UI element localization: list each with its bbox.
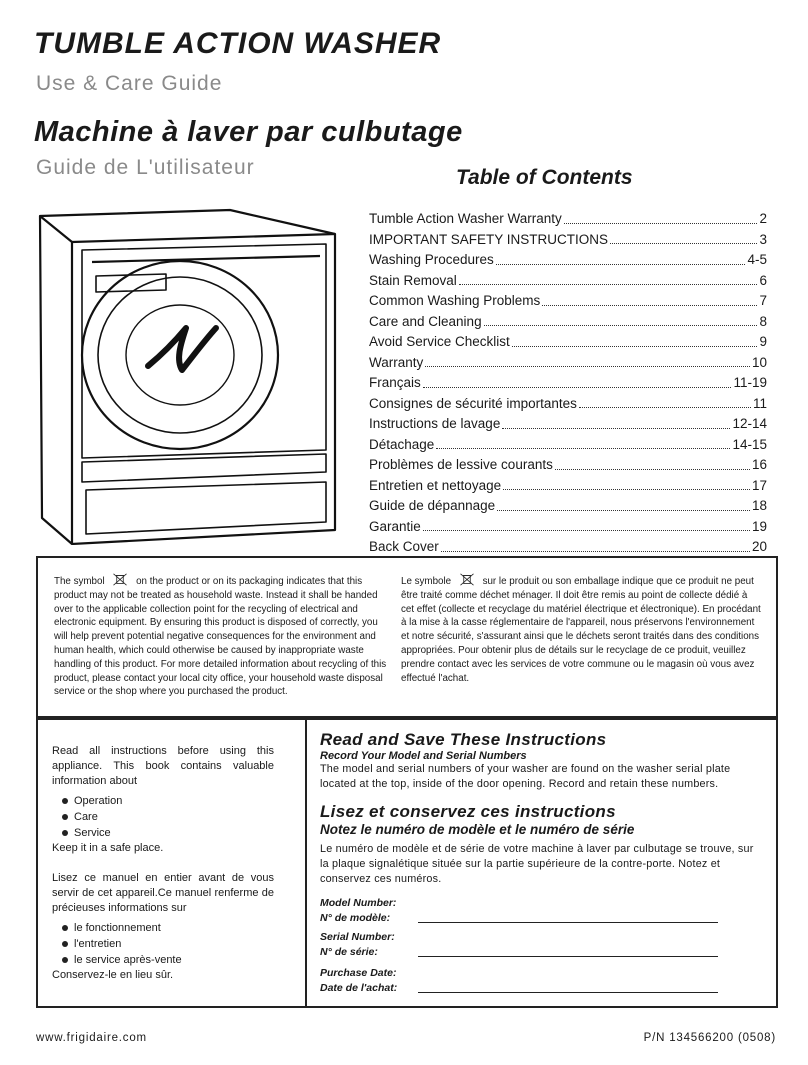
toc-item[interactable] [369, 332, 767, 353]
toc-item-page: 4-5 [747, 252, 767, 267]
serial-number-field[interactable] [418, 956, 718, 957]
title-en: TUMBLE ACTION WASHER [34, 27, 442, 60]
title-fr: Machine à laver par culbutage [34, 116, 463, 148]
purchase-date-field[interactable] [418, 992, 718, 993]
website-link[interactable]: www.frigidaire.com [36, 1032, 147, 1044]
record-text-en: The model and serial numbers of your washer are found on the washer serial plate located at the top, inside of the door opening. Record and retain these numbers. [320, 763, 731, 790]
toc-item-label: Problèmes de lessive courants [369, 457, 553, 472]
info-list-fr [52, 920, 274, 968]
list-item: Care [62, 809, 274, 825]
disposal-body-fr: sur le produit ou son emballage indique que ce produit ne peut être traité comme déchet ménager. Il doit être remis au point de collecte dédié à cet effet (collecte et recyclage du matériel électrique et électronique). En procédant à la mise à la casse réglementaire de l'appareil, nous préservons l'environnement et notre sécurité, s'assurant ainsi que le déchets seront traités dans des conditions appropriées. Pour obtenir plus de détails sur le recyclage de ce produit, veuillez prendre contact avec les services de votre commune ou le magasin où vous avez effectué l'achat. [401, 576, 761, 684]
toc-item-label: Français [369, 375, 421, 390]
toc-item-label: Washing Procedures [369, 252, 494, 267]
toc-item-page: 19 [751, 518, 767, 534]
field-label-fr: N° de modèle: [320, 912, 391, 924]
list-item: Service [62, 825, 274, 841]
toc-leader-dots [496, 250, 746, 265]
keep-safe-fr: Conservez-le en lieu sûr. [52, 969, 174, 981]
part-number: P/N 134566200 (0508) [643, 1032, 776, 1044]
toc-item-label: Entretien et nettoyage [369, 477, 502, 493]
subtitle-fr: Guide de L'utilisateur [36, 156, 255, 179]
toc-item-label: Consignes de sécurité importantes [369, 395, 577, 411]
record-text-fr: Le numéro de modèle et de série de votre machine à laver par culbutage se trouve, sur la plaque signalétique située sur la partie supérieure de la contre-porte. Notez et conservez ces numéros. [320, 843, 754, 885]
toc-leader-dots [484, 312, 758, 327]
read-intro-fr: Lisez ce manuel en entier avant de vous servir de cet appareil.Ce manuel renferme de précieuses informations sur [52, 872, 274, 914]
toc-item-page: 7 [759, 293, 767, 308]
toc-item[interactable] [369, 291, 767, 312]
toc-leader-dots [512, 332, 758, 347]
washer-illustration [30, 200, 340, 545]
toc-leader-dots [579, 394, 751, 409]
read-instructions-column [52, 744, 274, 983]
purchase-date-label [320, 966, 397, 996]
toc-item[interactable] [369, 537, 767, 558]
toc-leader-dots [542, 291, 757, 306]
toc-leader-dots [436, 435, 730, 450]
disposal-lead-en: The symbol [54, 576, 105, 587]
toc-item-label: Avoid Service Checklist [369, 334, 510, 349]
toc-item-label: Warranty [369, 354, 424, 370]
field-label-fr: N° de série: [320, 946, 378, 958]
record-fields [320, 896, 760, 992]
toc-item[interactable] [369, 373, 767, 394]
toc-item-page: 12-14 [732, 416, 767, 431]
toc-title: Table of Contents [456, 166, 633, 189]
field-label-en: Purchase Date: [320, 967, 397, 979]
toc-item-label: Back Cover [369, 539, 439, 554]
toc-item-page: 20 [751, 539, 767, 554]
toc-item[interactable] [369, 476, 767, 497]
toc-item[interactable] [369, 394, 767, 415]
toc-item[interactable] [369, 496, 767, 517]
toc-item-label: Tumble Action Washer Warranty [369, 211, 562, 226]
toc-item[interactable] [369, 435, 767, 456]
read-intro-en: Read all instructions before using this appliance. This book contains valuable information about [52, 745, 274, 787]
field-label-en: Serial Number: [320, 931, 395, 943]
toc-leader-dots [502, 414, 730, 429]
toc-leader-dots [497, 496, 750, 511]
toc-item-page: 16 [751, 457, 767, 472]
toc-item-label: Stain Removal [369, 272, 457, 288]
toc-item-label: Common Washing Problems [369, 293, 541, 308]
toc-item-page: 10 [751, 354, 767, 370]
toc-item[interactable] [369, 250, 767, 271]
crossed-bin-icon [456, 573, 478, 586]
list-item: Operation [62, 793, 274, 809]
heading-read-save: Read and Save These Instructions [320, 730, 607, 749]
list-item: le fonctionnement [62, 920, 274, 936]
toc-item[interactable] [369, 271, 767, 292]
toc-item-page: 3 [759, 231, 767, 247]
toc-item[interactable] [369, 517, 767, 538]
toc-leader-dots [503, 476, 750, 491]
toc-item-page: 8 [759, 313, 767, 329]
list-item: le service après-vente [62, 952, 274, 968]
toc-item-label: Guide de dépannage [369, 498, 496, 513]
model-number-field[interactable] [418, 922, 718, 923]
column-divider [305, 720, 307, 1006]
toc-leader-dots [441, 537, 750, 552]
disposal-body-en: on the product or on its packaging indicates that this product may not be treated as household waste. Instead it shall be handed over to the applicable collection point for the recycling of electrical and electronic equipment. By ensuring this product is disposed of correctly, you will help prevent potential negative consequences for the environment and human health, which could otherwise be caused by inappropriate waste handling of this product. For more detailed information about recycling of this product, please contact your local city office, your household waste disposal service or the shop where you purchased the product. [54, 576, 387, 698]
toc-leader-dots [423, 517, 750, 532]
toc-item-label: IMPORTANT SAFETY INSTRUCTIONS [369, 231, 609, 247]
disposal-lead-fr: Le symbole [401, 576, 452, 587]
toc-item[interactable] [369, 312, 767, 333]
subtitle-en: Use & Care Guide [36, 72, 223, 95]
toc-item[interactable] [369, 209, 767, 230]
toc-item-label: Instructions de lavage [369, 416, 501, 431]
list-item: l'entretien [62, 936, 274, 952]
toc-item-label: Care and Cleaning [369, 313, 482, 329]
toc-item[interactable] [369, 230, 767, 251]
toc-item[interactable] [369, 353, 767, 374]
toc-leader-dots [423, 373, 732, 388]
keep-safe-en: Keep it in a safe place. [52, 842, 164, 854]
disposal-text-en [54, 573, 392, 699]
toc-item-page: 17 [751, 477, 767, 493]
subheading-notez: Notez le numéro de modèle et le numéro de série [320, 822, 635, 837]
toc-leader-dots [555, 455, 750, 470]
toc-item-label: Garantie [369, 518, 421, 534]
record-numbers-column [320, 730, 760, 992]
disposal-text-fr [401, 573, 763, 685]
crossed-bin-icon [109, 573, 131, 586]
toc-item-label: Détachage [369, 436, 435, 452]
toc-leader-dots [564, 209, 758, 224]
subheading-record: Record Your Model and Serial Numbers [320, 750, 527, 762]
toc-item[interactable] [369, 455, 767, 476]
toc-item-page: 11 [752, 395, 767, 411]
toc-item-page: 18 [751, 498, 767, 513]
toc-leader-dots [459, 271, 758, 286]
read-and-record-box [36, 718, 778, 1008]
toc-item-page: 9 [759, 334, 767, 349]
field-label-fr: Date de l'achat: [320, 982, 398, 994]
toc-item-page: 14-15 [732, 436, 767, 452]
heading-lisez: Lisez et conservez ces instructions [320, 802, 616, 821]
disposal-notice-box [36, 556, 778, 718]
toc-item-page: 6 [759, 272, 767, 288]
toc-item[interactable] [369, 414, 767, 435]
toc-item-page: 11-19 [733, 375, 767, 390]
serial-number-label [320, 930, 395, 960]
toc-leader-dots [425, 353, 750, 368]
field-label-en: Model Number: [320, 897, 397, 909]
table-of-contents [369, 209, 767, 558]
toc-item-page: 2 [759, 211, 767, 226]
model-number-label [320, 896, 396, 926]
info-list-en [52, 793, 274, 841]
toc-leader-dots [610, 230, 757, 245]
